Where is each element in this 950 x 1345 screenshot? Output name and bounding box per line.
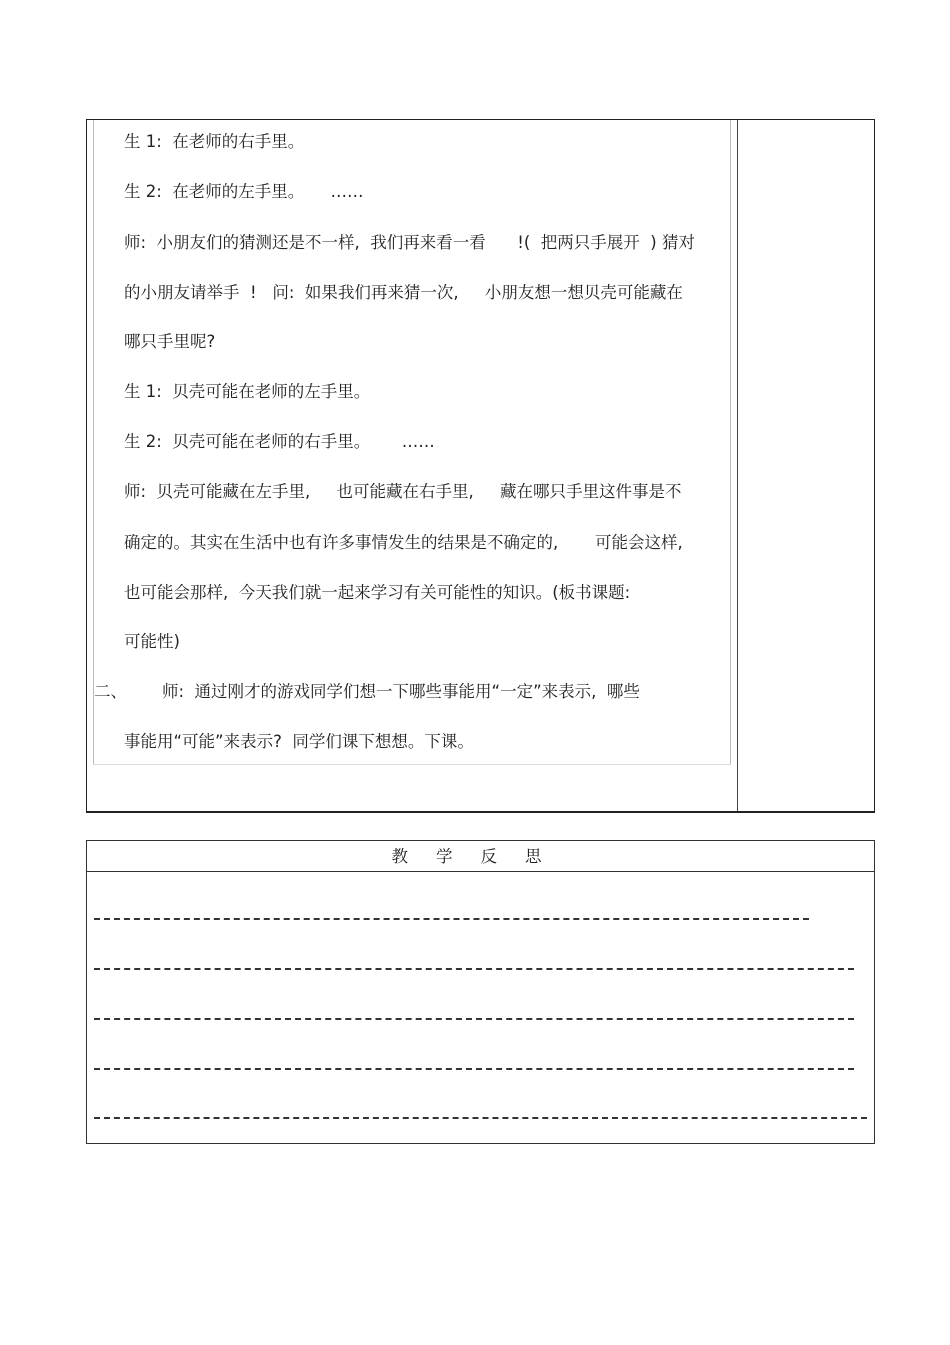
- lesson-table: [86, 119, 875, 813]
- lesson-line-8: 师: 贝壳可能藏在左手里, 也可能藏在右手里, 藏在哪只手里这件事是不: [124, 482, 682, 501]
- lesson-line-7: 生 2: 贝壳可能在老师的右手里。 ……: [124, 432, 435, 451]
- reflection-blank-line-5: [94, 1117, 867, 1119]
- lesson-line-1: 生 1: 在老师的右手里。: [124, 132, 305, 151]
- reflection-blank-line-3: [94, 1018, 854, 1020]
- lesson-line-3: 师: 小朋友们的猜测还是不一样, 我们再来看一看 !( 把两只手展开 ) 猜对: [124, 233, 695, 252]
- lesson-line-9: 确定的。其实在生活中也有许多事情发生的结果是不确定的, 可能会这样,: [124, 533, 683, 552]
- lesson-line-11: 可能性): [124, 632, 180, 651]
- lesson-line-10: 也可能会那样, 今天我们就一起来学习有关可能性的知识。(板书课题:: [124, 583, 631, 602]
- reflection-table: [86, 840, 875, 1144]
- section-line-2: 事能用“可能”来表示? 同学们课下想想。下课。: [124, 732, 474, 751]
- lesson-line-2: 生 2: 在老师的左手里。 ……: [124, 182, 364, 201]
- reflection-blank-line-4: [94, 1068, 854, 1070]
- section-line-1: 师: 通过刚才的游戏同学们想一下哪些事能用“一定”来表示, 哪些: [162, 682, 640, 701]
- lesson-line-6: 生 1: 贝壳可能在老师的左手里。: [124, 382, 371, 401]
- reflection-blank-line-2: [94, 968, 854, 970]
- section-number: 二、: [94, 682, 127, 701]
- reflection-blank-line-1: [94, 918, 809, 920]
- notes-column-divider: [737, 120, 738, 811]
- reflection-title: 教学反思: [87, 841, 874, 872]
- lesson-line-5: 哪只手里呢?: [124, 332, 216, 351]
- lesson-line-4: 的小朋友请举手 ! 问: 如果我们再来猜一次, 小朋友想一想贝壳可能藏在: [124, 283, 683, 302]
